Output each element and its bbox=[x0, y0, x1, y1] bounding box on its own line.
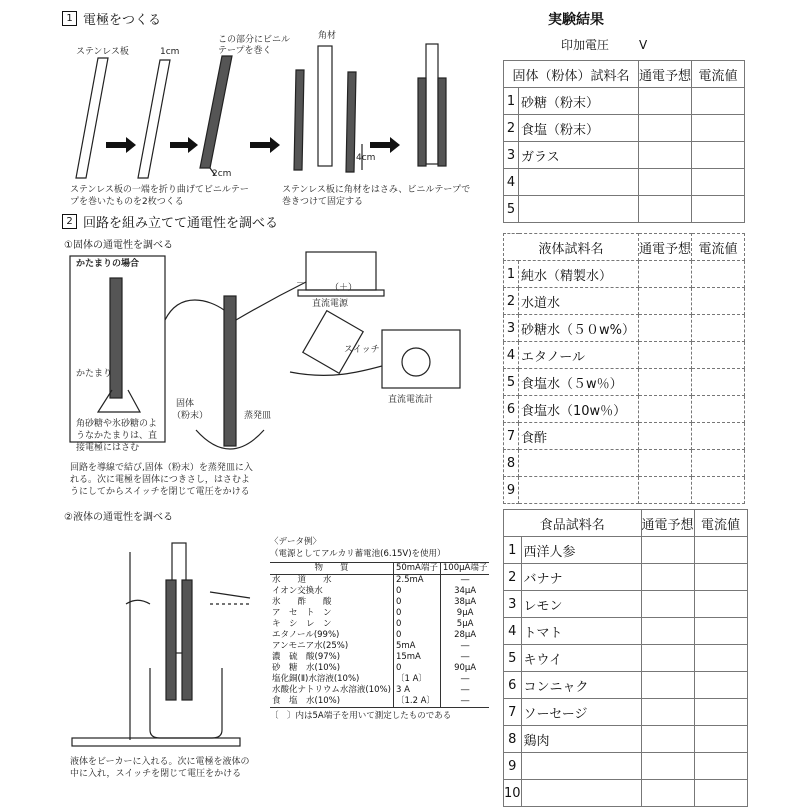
current-cell[interactable] bbox=[692, 423, 745, 450]
table-row bbox=[504, 450, 745, 477]
results-title: 実験結果 bbox=[548, 12, 604, 28]
current-cell[interactable] bbox=[694, 726, 747, 753]
value-100ua: ― bbox=[460, 641, 470, 651]
data-example-table bbox=[270, 562, 489, 708]
substance: エタノール(99%) bbox=[270, 630, 393, 641]
row-number: 4 bbox=[504, 169, 519, 196]
table-row bbox=[504, 672, 748, 699]
table-row bbox=[504, 369, 745, 396]
table-row bbox=[504, 423, 745, 450]
caption-step-2-line-1: ステンレス板に角材をはさみ、ビニルテープで bbox=[282, 185, 471, 195]
label-plus: （＋） bbox=[330, 283, 358, 293]
value-100ua: ― bbox=[460, 652, 470, 662]
lump-note-3: 接電極にはさむ bbox=[76, 443, 140, 453]
table-row bbox=[504, 169, 745, 196]
arrows bbox=[106, 137, 400, 153]
lump-note-1: 角砂糖や氷砂糖のよ bbox=[76, 419, 158, 429]
section-title: 回路を組み立てて通電性を調べる bbox=[83, 216, 279, 231]
prediction-cell[interactable] bbox=[639, 115, 692, 142]
value-50ma: 0 bbox=[393, 619, 440, 630]
prediction-cell[interactable] bbox=[639, 369, 692, 396]
data-example-note: 〔 〕内は5A端子を用いて測定したものである bbox=[270, 711, 452, 721]
label-tape-here-2: テープを巻く bbox=[218, 46, 272, 56]
table-row bbox=[270, 575, 489, 587]
table-row bbox=[270, 663, 489, 674]
table-row bbox=[270, 696, 489, 708]
label-switch: スイッチ bbox=[344, 345, 380, 355]
row-number: 3 bbox=[504, 315, 519, 342]
value-100ua: 28μA bbox=[454, 630, 477, 640]
caption-solid-2: れる。次に電極を固体につきさし，はさむよ bbox=[70, 475, 250, 485]
row-number: 9 bbox=[504, 477, 519, 504]
prediction-cell[interactable] bbox=[639, 288, 692, 315]
current-cell[interactable] bbox=[692, 88, 745, 115]
section-2-heading bbox=[62, 212, 278, 231]
label-stainless-plate: ステンレス板 bbox=[76, 47, 129, 57]
value-50ma: 5mA bbox=[393, 641, 440, 652]
col-50ma: 50mA端子 bbox=[393, 563, 440, 575]
row-number: 6 bbox=[504, 672, 522, 699]
col-100ua: 100μA端子 bbox=[440, 563, 489, 575]
label-square-bar: 角材 bbox=[318, 31, 337, 41]
sample-name: 食塩（粉末） bbox=[519, 115, 639, 142]
prediction-cell[interactable] bbox=[639, 142, 692, 169]
row-number: 2 bbox=[504, 564, 522, 591]
substance: 濃 硫 酸(97%) bbox=[270, 652, 393, 663]
section-number: 2 bbox=[62, 214, 77, 229]
current-cell[interactable] bbox=[694, 753, 747, 780]
section-number: 1 bbox=[62, 11, 77, 26]
value-50ma: 0 bbox=[393, 586, 440, 597]
prediction-cell[interactable] bbox=[639, 196, 692, 223]
table-row bbox=[504, 780, 748, 807]
current-cell[interactable] bbox=[692, 142, 745, 169]
value-50ma: 2.5mA bbox=[393, 575, 440, 587]
row-number: 2 bbox=[504, 288, 519, 315]
label-minus: － bbox=[296, 279, 306, 289]
substance: アンモニア水(25%) bbox=[270, 641, 393, 652]
sample-name[interactable] bbox=[519, 196, 639, 223]
value-50ma: 0 bbox=[393, 663, 440, 674]
food-results-table bbox=[503, 509, 748, 807]
label-4cm: 4cm bbox=[356, 153, 376, 163]
col-prediction: 通電予想 bbox=[639, 234, 692, 261]
lump-note-2: うなかたまりは、直 bbox=[76, 431, 158, 441]
prediction-cell[interactable] bbox=[639, 169, 692, 196]
caption-step-1-line-2: プを巻いたものを2枚つくる bbox=[70, 197, 184, 207]
current-cell[interactable] bbox=[692, 396, 745, 423]
table-row bbox=[504, 618, 748, 645]
value-50ma: 〔1 A〕 bbox=[393, 674, 440, 685]
value-100ua: 38μA bbox=[454, 597, 477, 607]
prediction-cell[interactable] bbox=[639, 261, 692, 288]
value-50ma: 0 bbox=[393, 608, 440, 619]
table-row bbox=[504, 564, 748, 591]
current-cell[interactable] bbox=[694, 564, 747, 591]
current-cell[interactable] bbox=[694, 780, 747, 807]
col-substance: 物 質 bbox=[270, 563, 393, 575]
square-bar bbox=[318, 46, 332, 166]
value-100ua: 9μA bbox=[456, 608, 474, 618]
row-number: 7 bbox=[504, 423, 519, 450]
table-row bbox=[270, 641, 489, 652]
prediction-cell[interactable] bbox=[641, 672, 694, 699]
sample-name: コンニャク bbox=[521, 672, 641, 699]
row-number: 8 bbox=[504, 726, 522, 753]
label-dc-power: 直流電源 bbox=[312, 299, 349, 309]
sample-name[interactable] bbox=[519, 169, 639, 196]
current-cell[interactable] bbox=[694, 645, 747, 672]
table-row bbox=[504, 537, 748, 564]
row-number: 1 bbox=[504, 537, 522, 564]
prediction-cell[interactable] bbox=[641, 780, 694, 807]
stand-base bbox=[72, 738, 240, 746]
row-number: 7 bbox=[504, 699, 522, 726]
applied-voltage bbox=[561, 36, 647, 53]
row-number: 1 bbox=[504, 261, 519, 288]
value-50ma: 15mA bbox=[393, 652, 440, 663]
table-row bbox=[270, 608, 489, 619]
assembled-electrode bbox=[426, 44, 438, 164]
row-number: 10 bbox=[504, 780, 522, 807]
label-2cm: 2cm bbox=[212, 169, 232, 179]
electrode-steps-drawing bbox=[76, 44, 446, 178]
section-title: 電極をつくる bbox=[83, 13, 162, 28]
table-row bbox=[504, 396, 745, 423]
current-cell[interactable] bbox=[692, 477, 745, 504]
current-cell[interactable] bbox=[692, 369, 745, 396]
value-50ma: 0 bbox=[393, 597, 440, 608]
solid-electrode bbox=[224, 296, 236, 446]
sample-name: 鶏肉 bbox=[521, 726, 641, 753]
sample-name: 砂糖水（５０w%） bbox=[519, 315, 639, 342]
label-lump: かたまり bbox=[76, 369, 113, 379]
caption-liquid-1: 液体をビーカーに入れる。次に電極を液体の bbox=[70, 757, 250, 767]
table-row bbox=[504, 342, 745, 369]
row-number: 5 bbox=[504, 369, 519, 396]
row-number: 1 bbox=[504, 88, 519, 115]
row-number: 5 bbox=[504, 645, 522, 672]
sample-name: 西洋人参 bbox=[521, 537, 641, 564]
caption-liquid-2: 中に入れ，スイッチを閉じて電圧をかける bbox=[70, 769, 242, 779]
sample-name: ソーセージ bbox=[521, 699, 641, 726]
table-row bbox=[504, 315, 745, 342]
table-row bbox=[504, 699, 748, 726]
table-row bbox=[504, 115, 745, 142]
value-100ua: 34μA bbox=[454, 586, 477, 596]
substance: 食 塩 水(10%) bbox=[270, 696, 393, 708]
table-row bbox=[504, 88, 745, 115]
current-cell[interactable] bbox=[692, 261, 745, 288]
prediction-cell[interactable] bbox=[641, 564, 694, 591]
prediction-cell[interactable] bbox=[641, 618, 694, 645]
value-50ma: 〔1.2 A〕 bbox=[393, 696, 440, 708]
row-number: 5 bbox=[504, 196, 519, 223]
table-row bbox=[504, 288, 745, 315]
table-row bbox=[504, 591, 748, 618]
caption-solid-3: うにしてからスイッチを閉じて電圧をかける bbox=[70, 487, 250, 497]
col-current: 電流値 bbox=[692, 61, 745, 88]
row-number: 8 bbox=[504, 450, 519, 477]
substance: 砂 糖 水(10%) bbox=[270, 663, 393, 674]
label-lump-case: かたまりの場合 bbox=[76, 259, 140, 269]
table-row bbox=[270, 685, 489, 696]
prediction-cell[interactable] bbox=[639, 423, 692, 450]
current-cell[interactable] bbox=[694, 537, 747, 564]
sample-name: エタノール bbox=[519, 342, 639, 369]
sample-name: 食塩水（５w％） bbox=[519, 369, 639, 396]
value-100ua: ― bbox=[460, 685, 470, 695]
table-header-row bbox=[504, 61, 745, 88]
table-row bbox=[270, 597, 489, 608]
prediction-cell[interactable] bbox=[639, 315, 692, 342]
table-row bbox=[270, 630, 489, 641]
current-cell[interactable] bbox=[694, 672, 747, 699]
table-row bbox=[504, 477, 745, 504]
switch bbox=[303, 311, 363, 374]
table-row bbox=[504, 142, 745, 169]
substance: 氷 酢 酸 bbox=[270, 597, 393, 608]
current-cell[interactable] bbox=[692, 315, 745, 342]
label-1cm: 1cm bbox=[160, 47, 180, 57]
bent-strip bbox=[138, 60, 170, 178]
substance: キ シ レ ン bbox=[270, 619, 393, 630]
value-50ma: 3 A bbox=[393, 685, 440, 696]
col-prediction: 通電予想 bbox=[641, 510, 694, 537]
row-number: 3 bbox=[504, 591, 522, 618]
prediction-cell[interactable] bbox=[639, 450, 692, 477]
table-header-row bbox=[504, 510, 748, 537]
dc-ammeter bbox=[382, 330, 460, 388]
current-cell[interactable] bbox=[692, 169, 745, 196]
label-solid-1: 固体 bbox=[176, 399, 195, 409]
sample-name: キウイ bbox=[521, 645, 641, 672]
sample-name: ガラス bbox=[519, 142, 639, 169]
sample-name: 食塩水（10w％） bbox=[519, 396, 639, 423]
voltage-unit: V bbox=[639, 38, 648, 52]
col-sample-name: 固体（粉体）試料名 bbox=[504, 61, 639, 88]
prediction-cell[interactable] bbox=[639, 477, 692, 504]
caption-step-1-line-1: ステンレス板の一端を折り曲げてビニルテー bbox=[70, 185, 249, 195]
prediction-cell[interactable] bbox=[639, 396, 692, 423]
prediction-cell[interactable] bbox=[641, 537, 694, 564]
liquid-results-table bbox=[503, 233, 745, 504]
substance: 水酸化ナトリウム水溶液(10%) bbox=[270, 685, 393, 696]
table-row bbox=[504, 645, 748, 672]
value-100ua: ― bbox=[460, 575, 470, 585]
row-number: 2 bbox=[504, 115, 519, 142]
row-number: 9 bbox=[504, 753, 522, 780]
label-dc-meter: 直流電流計 bbox=[388, 395, 434, 405]
row-number: 3 bbox=[504, 142, 519, 169]
prediction-cell[interactable] bbox=[639, 88, 692, 115]
sample-name: バナナ bbox=[521, 564, 641, 591]
sample-name: トマト bbox=[521, 618, 641, 645]
current-cell[interactable] bbox=[694, 618, 747, 645]
prediction-cell[interactable] bbox=[641, 645, 694, 672]
taped-strip bbox=[200, 56, 232, 168]
value-100ua: ― bbox=[460, 674, 470, 684]
table-row bbox=[504, 753, 748, 780]
data-example-title: 〈データ例〉 bbox=[270, 537, 322, 547]
label-tape-here-1: この部分にビニル bbox=[218, 35, 291, 45]
substance: 塩化銅(Ⅱ)水溶液(10%) bbox=[270, 674, 393, 685]
prediction-cell[interactable] bbox=[641, 753, 694, 780]
label-solid-2: （粉末） bbox=[172, 411, 209, 421]
col-prediction: 通電予想 bbox=[639, 61, 692, 88]
prediction-cell[interactable] bbox=[641, 591, 694, 618]
current-cell[interactable] bbox=[694, 591, 747, 618]
table-row bbox=[504, 726, 748, 753]
value-50ma: 0 bbox=[393, 630, 440, 641]
row-number: 4 bbox=[504, 618, 522, 645]
value-100ua: ― bbox=[440, 696, 489, 708]
substance: ア セ ト ン bbox=[270, 608, 393, 619]
table-row bbox=[270, 619, 489, 630]
subsection-liquid: ②液体の通電性を調べる bbox=[64, 512, 173, 523]
voltage-label: 印加電圧 bbox=[561, 38, 610, 52]
sample-name: 砂糖（粉末） bbox=[519, 88, 639, 115]
current-cell[interactable] bbox=[692, 196, 745, 223]
solid-results-table bbox=[503, 60, 745, 223]
liquid-apparatus-drawing bbox=[72, 543, 250, 746]
sample-name[interactable] bbox=[519, 450, 639, 477]
col-current: 電流値 bbox=[694, 510, 747, 537]
current-cell[interactable] bbox=[694, 699, 747, 726]
sample-name[interactable] bbox=[521, 753, 641, 780]
current-cell[interactable] bbox=[692, 342, 745, 369]
current-cell[interactable] bbox=[692, 288, 745, 315]
prediction-cell[interactable] bbox=[639, 342, 692, 369]
caption-solid-1: 回路を導線で結び,固体（粉末）を蒸発皿に入 bbox=[70, 463, 253, 473]
substance: 水 道 水 bbox=[270, 575, 393, 587]
col-sample-name: 食品試料名 bbox=[504, 510, 642, 537]
caption-step-2-line-2: 巻きつけて固定する bbox=[282, 197, 364, 207]
label-evaporating-dish: 蒸発皿 bbox=[244, 411, 272, 421]
sample-name[interactable] bbox=[521, 780, 641, 807]
table-header-row bbox=[504, 234, 745, 261]
table-row bbox=[270, 674, 489, 685]
value-100ua: 90μA bbox=[454, 663, 477, 673]
substance: イオン交換水 bbox=[270, 586, 393, 597]
table-row bbox=[504, 196, 745, 223]
col-sample-name: 液体試料名 bbox=[504, 234, 639, 261]
row-number: 6 bbox=[504, 396, 519, 423]
current-cell[interactable] bbox=[692, 115, 745, 142]
prediction-cell[interactable] bbox=[641, 699, 694, 726]
sample-name: 水道水 bbox=[519, 288, 639, 315]
data-example-subtitle: （電源としてアルカリ蓄電池(6.15V)を使用） bbox=[270, 549, 446, 559]
sample-name: レモン bbox=[521, 591, 641, 618]
table-row bbox=[270, 652, 489, 663]
value-100ua: 5μA bbox=[456, 619, 474, 629]
table-row bbox=[270, 586, 489, 597]
sample-name: 食酢 bbox=[519, 423, 639, 450]
prediction-cell[interactable] bbox=[641, 726, 694, 753]
sample-name: 純水（精製水） bbox=[519, 261, 639, 288]
table-row bbox=[504, 261, 745, 288]
row-number: 4 bbox=[504, 342, 519, 369]
current-cell[interactable] bbox=[692, 450, 745, 477]
data-example bbox=[270, 536, 488, 722]
sample-name[interactable] bbox=[519, 477, 639, 504]
subsection-solid: ①固体の通電性を調べる bbox=[64, 240, 173, 251]
col-current: 電流値 bbox=[692, 234, 745, 261]
